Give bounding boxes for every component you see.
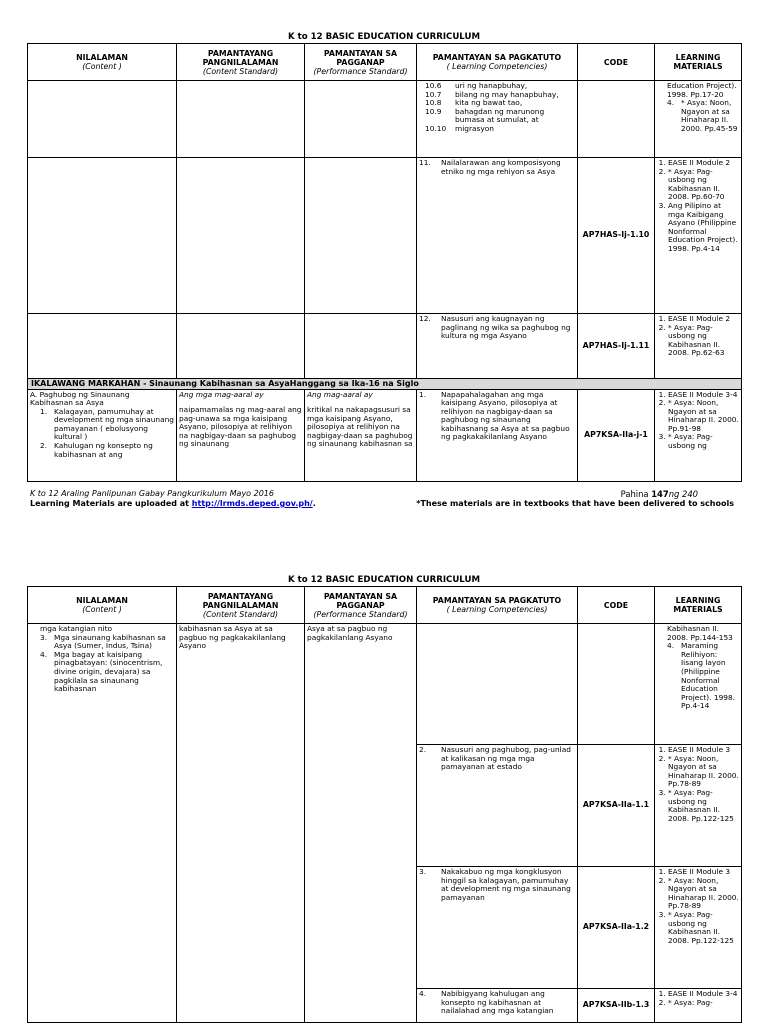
quarter-header: IKALAWANG MARKAHAN - Sinaunang Kabihasnan sa AsyaHanggang sa Ika-16 na Siglo	[28, 379, 742, 390]
page-title: K to 12 BASIC EDUCATION CURRICULUM	[287, 32, 481, 42]
table-row	[28, 624, 742, 745]
quarter-header-row	[28, 379, 742, 390]
table-header-row	[28, 44, 742, 81]
col-header-performance-standard: PAMANTAYAN SA PAGGANAP (Performance Standard)	[305, 44, 417, 81]
col-header-content: NILALAMAN (Content )	[28, 44, 177, 81]
competency-cell: 12. Nasusuri ang kaugnayan ng paglinang ng wika sa paghubog ng kultura ng mga Asyano	[417, 314, 578, 379]
performance-standard-cell: Ang mag-aaral ay kritikal na nakapagsusuri sa mga kaisipang Asyano, pilosopiya at relihiyon na nagbigay-daan sa paghubog ng sinaunang kabihasnan sa	[305, 389, 417, 481]
table-row	[28, 81, 742, 158]
table-row	[28, 389, 742, 481]
col-header-competencies: PAMANTAYAN SA PAGKATUTO ( Learning Competencies)	[417, 587, 578, 624]
materials-cell: 1. EASE II Module 3 2. * Asya: Noon, Ngayon at sa Hinaharap II. 2000. Pp.78-89 3. * Asya: Pag-usbong ng Kabihasnan II. 2008. Pp.122-125	[655, 745, 742, 867]
col-header-code: CODE	[578, 44, 655, 81]
curriculum-table-2	[27, 586, 742, 1023]
col-header-code: CODE	[578, 587, 655, 624]
competency-cell: 3. Nakakabuo ng mga kongklusyon hinggil sa kalagayan, pamumuhay at development ng mga sinaunang pamayanan	[417, 867, 578, 989]
col-header-performance-standard: PAMANTAYAN SA PAGGANAP (Performance Standard)	[305, 587, 417, 624]
footer-textbook-note: *These materials are in textbooks that have been delivered to schools	[416, 499, 734, 508]
footer-uploaded-note: Learning Materials are uploaded at http://lrmds.deped.gov.ph/.	[30, 499, 316, 508]
page-title: K to 12 BASIC EDUCATION CURRICULUM	[287, 575, 481, 585]
page-footer	[30, 489, 738, 509]
competency-cell: 1. Napapahalagahan ang mga kaisipang Asyano, pilosopiya at relihiyon na nagbigay-daan sa paghubog ng sinaunang kabihasnang sa Asya at sa pagbuo ng pagkakakilanlang Asyano	[417, 389, 578, 481]
col-header-content-standard: PAMANTAYANG PANGNILALAMAN (Content Standard)	[177, 587, 305, 624]
content-cell: A. Paghubog ng Sinaunang Kabihasnan sa Asya 1. Kalagayan, pamumuhay at development ng mga sinaunang pamayanan ( ebolusyong kultural ) 2. Kahulugan ng konsepto ng kabihasnan at ang	[28, 389, 177, 481]
footer-guide-title: K to 12 Araling Panlipunan Gabay Pangkurikulum Mayo 2016	[30, 489, 274, 498]
table-row	[28, 158, 742, 314]
content-cell: mga katangian nito 3. Mga sinaunang kabihasnan sa Asya (Sumer, Indus, Tsina) 4. Mga bagay at kaisipang pinagbatayan: (sinocentrism, divine origin, devajara) sa pagkilala sa sinaunang kabihasnan	[28, 624, 177, 1023]
code-cell: AP7HAS-Ij-1.10	[578, 158, 655, 314]
code-cell: AP7KSA-IIa-1.2	[578, 867, 655, 989]
materials-cell: 1. EASE II Module 2 2. * Asya: Pag-usbong ng Kabihasnan II. 2008. Pp.62-63	[655, 314, 742, 379]
table-header-row	[28, 587, 742, 624]
performance-standard-cell: Asya at sa pagbuo ng pagkakilanlang Asyano	[305, 624, 417, 1023]
table-row	[28, 314, 742, 379]
code-cell: AP7HAS-Ij-1.11	[578, 314, 655, 379]
curriculum-table-1	[27, 43, 742, 482]
materials-cell: 1. EASE II Module 3-4 2. * Asya: Pag-	[655, 989, 742, 1023]
code-cell: AP7KSA-IIb-1.3	[578, 989, 655, 1023]
footer-page-number: Pahina 147ng 240	[620, 489, 698, 499]
col-header-content-standard: PAMANTAYANG PANGNILALAMAN (Content Standard)	[177, 44, 305, 81]
competency-cell: 2. Nasusuri ang paghubog, pag-unlad at kalikasan ng mga mga pamayanan at estado	[417, 745, 578, 867]
code-cell: AP7KSA-IIa-j-1	[578, 389, 655, 481]
lrmds-link[interactable]: http://lrmds.deped.gov.ph/	[191, 499, 313, 508]
code-cell: AP7KSA-IIa-1.1	[578, 745, 655, 867]
materials-cell: Education Project). 1998. Pp.17-20 4. * Asya: Noon, Ngayon at sa Hinaharap II. 2000. Pp.45-59	[655, 81, 742, 158]
content-standard-cell: kabihasnan sa Asya at sa pagbuo ng pagkakakilanlang Asyano	[177, 624, 305, 1023]
col-header-content: NILALAMAN (Content )	[28, 587, 177, 624]
materials-cell: 1. EASE II Module 3 2. * Asya: Noon, Ngayon at sa Hinaharap II. 2000. Pp.78-89 3. * Asya: Pag-usbong ng Kabihasnan II. 2008. Pp.122-125	[655, 867, 742, 989]
col-header-materials: LEARNING MATERIALS	[655, 44, 742, 81]
materials-cell: 1. EASE II Module 2 2. * Asya: Pag-usbong ng Kabihasnan II. 2008. Pp.60-70 3. Ang Pilipino at mga Kaibigang Asyano (Philippine Nonformal Education Project). 1998. Pp.4-14	[655, 158, 742, 314]
materials-cell: Kabihasnan II. 2008. Pp.144-153 4. Maraming Relihiyon: Iisang layon (Philippine Nonformal Education Project). 1998. Pp.4-14	[655, 624, 742, 745]
competency-cell: 10.6 uri ng hanapbuhay, 10.7 bilang ng may hanapbuhay, 10.8 kita ng bawat tao, 10.9 bahagdan ng marunong bumasa at sumulat, at 10.10 migrasyon	[417, 81, 578, 158]
content-standard-cell: Ang mga mag-aaral ay naipamamalas ng mag-aaral ang pag-unawa sa mga kaisipang Asyano, pilosopiya at relihiyon na nagbigay-daan sa paghubog ng sinaunang	[177, 389, 305, 481]
competency-cell: 4. Nabibigyang kahulugan ang konsepto ng kabihasnan at nailalahad ang mga katangian	[417, 989, 578, 1023]
col-header-competencies: PAMANTAYAN SA PAGKATUTO ( Learning Competencies)	[417, 44, 578, 81]
materials-cell: 1. EASE II Module 3-4 2. * Asya: Noon, Ngayon at sa Hinaharap II. 2000. Pp.91-98 3. * Asya: Pag-usbong ng	[655, 389, 742, 481]
competency-cell: 11. Nailalarawan ang komposisyong etniko ng mga rehiyon sa Asya	[417, 158, 578, 314]
col-header-materials: LEARNING MATERIALS	[655, 587, 742, 624]
